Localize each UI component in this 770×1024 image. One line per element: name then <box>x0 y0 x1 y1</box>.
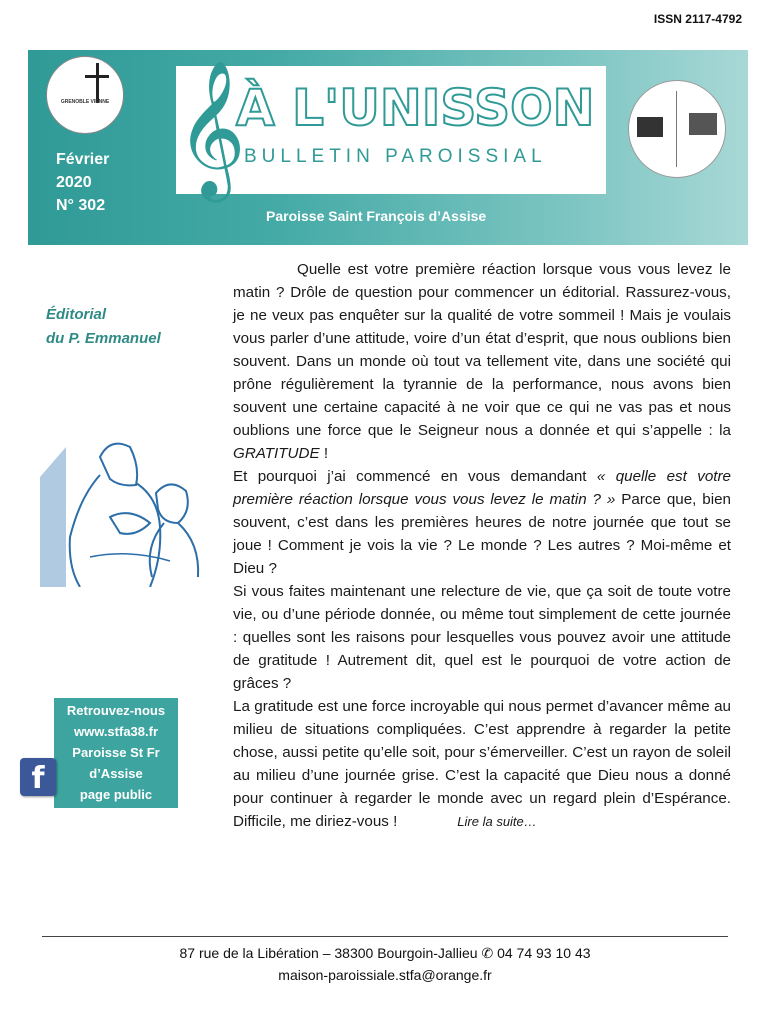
footer-address: 87 rue de la Libération – 38300 Bourgoin-Jallieu ✆ 04 74 93 10 43 <box>179 945 591 961</box>
parish-name: Paroisse Saint François d’Assise <box>266 208 487 224</box>
article-p4-text: La gratitude est une force incroyable qui nous permet d’avancer même au milieu de situations compliquées. C’est apprendre à regarder la petite chose, aussi petite qu’elle soit, pour s’émerveiller. C’est un rayon de soleil au milieu d’une journée grise. C’est la capacité que Dieu nous a donné pour continuer à regarder le monde avec un regard plein d’Espérance. Difficile, me diriez-vous ! <box>233 698 731 830</box>
article-p2-end: Parce que, bien souvent, c’est dans les premières heures de notre journée que tout se joue ! Comment je vois la vie ? Le monde ? Les autres ? Moi-même et Dieu ? <box>233 491 731 577</box>
parish-logo <box>628 80 726 178</box>
bulletin-title: À L'UNISSON <box>236 79 595 137</box>
issue-month: Février <box>56 151 110 168</box>
issue-number: N° 302 <box>56 197 106 214</box>
parish-logo-left-mark <box>637 117 663 137</box>
article-p2-quote: « quelle est votre première réaction lorsque vous vous levez le matin ? » <box>233 468 731 508</box>
diocese-logo-text: GRENOBLE VIENNE <box>60 99 110 105</box>
article-paragraph-4 <box>233 695 731 833</box>
editorial-heading-line1: Éditorial <box>46 306 107 323</box>
website-promo[interactable] <box>54 698 178 808</box>
issn-label: ISSN 2117-4792 <box>653 12 742 26</box>
article-p1-text: Quelle est votre première réaction lorsque vous vous levez le matin ? Drôle de question pour commencer un éditorial. Rassurez-vous, je ne veux pas enquêter sur la qualité de votre sommeil ! Mais je voulais vous parler d’une attitude, voire d’un état d’esprit, que nous oublions bien souvent. Dans un monde où tout va tellement vite, dans une société qui prône régulièrement la tyrannie de la performance, nous avons bien souvent une certaine capacité à ne voir que ce qui ne vas pas et nous oublions une force que le Seigneur nous a donnée et qui s’appelle : la <box>233 261 731 439</box>
cross-icon <box>96 63 99 103</box>
read-more-link[interactable]: Lire la suite… <box>457 814 537 829</box>
editorial-heading <box>46 303 161 351</box>
article-paragraph-3: Si vous faites maintenant une relecture de vie, que ça soit de toute votre vie, ou d’une période donnée, ou même tout simplement de cette journée : quelles sont les raisons pour lesquelles vous pouvez avoir une attitude de gratitude ! Autrement dit, quel est le pourquoi de votre action de grâces ? <box>233 583 731 692</box>
promo-line-4: d’Assise <box>89 766 143 781</box>
diocese-logo <box>46 56 124 134</box>
article-p1-end: ! <box>319 445 329 462</box>
footer-divider <box>42 936 728 937</box>
editorial-heading-line2: du P. Emmanuel <box>46 330 161 347</box>
bulletin-subtitle: BULLETIN PAROISSIAL <box>244 146 547 167</box>
treble-clef-icon: 𝄞 <box>176 58 246 196</box>
parish-logo-divider <box>676 91 677 167</box>
promo-line-3: Paroisse St Fr <box>72 745 160 760</box>
editorial-article <box>233 258 731 833</box>
promo-website-link[interactable]: www.stfa38.fr <box>73 724 159 739</box>
issue-info <box>56 148 109 217</box>
promo-line-5: page public <box>79 787 153 802</box>
title-box <box>176 58 606 196</box>
footer <box>0 942 770 986</box>
article-paragraph-1 <box>233 258 731 465</box>
article-paragraph-2 <box>233 465 731 580</box>
article-p2-start: Et pourquoi j’ai commencé en vous demandant <box>233 468 597 485</box>
promo-line-1: Retrouvez-nous <box>66 703 166 718</box>
facebook-icon[interactable]: f <box>20 758 56 796</box>
issue-year: 2020 <box>56 174 92 191</box>
footer-email[interactable]: maison-paroissiale.stfa@orange.fr <box>278 967 492 983</box>
gratitude-emphasis: GRATITUDE <box>233 445 320 462</box>
parish-logo-right-mark <box>689 113 717 135</box>
cross-bar <box>85 75 109 78</box>
jesus-embracing-child-illustration <box>40 437 218 587</box>
